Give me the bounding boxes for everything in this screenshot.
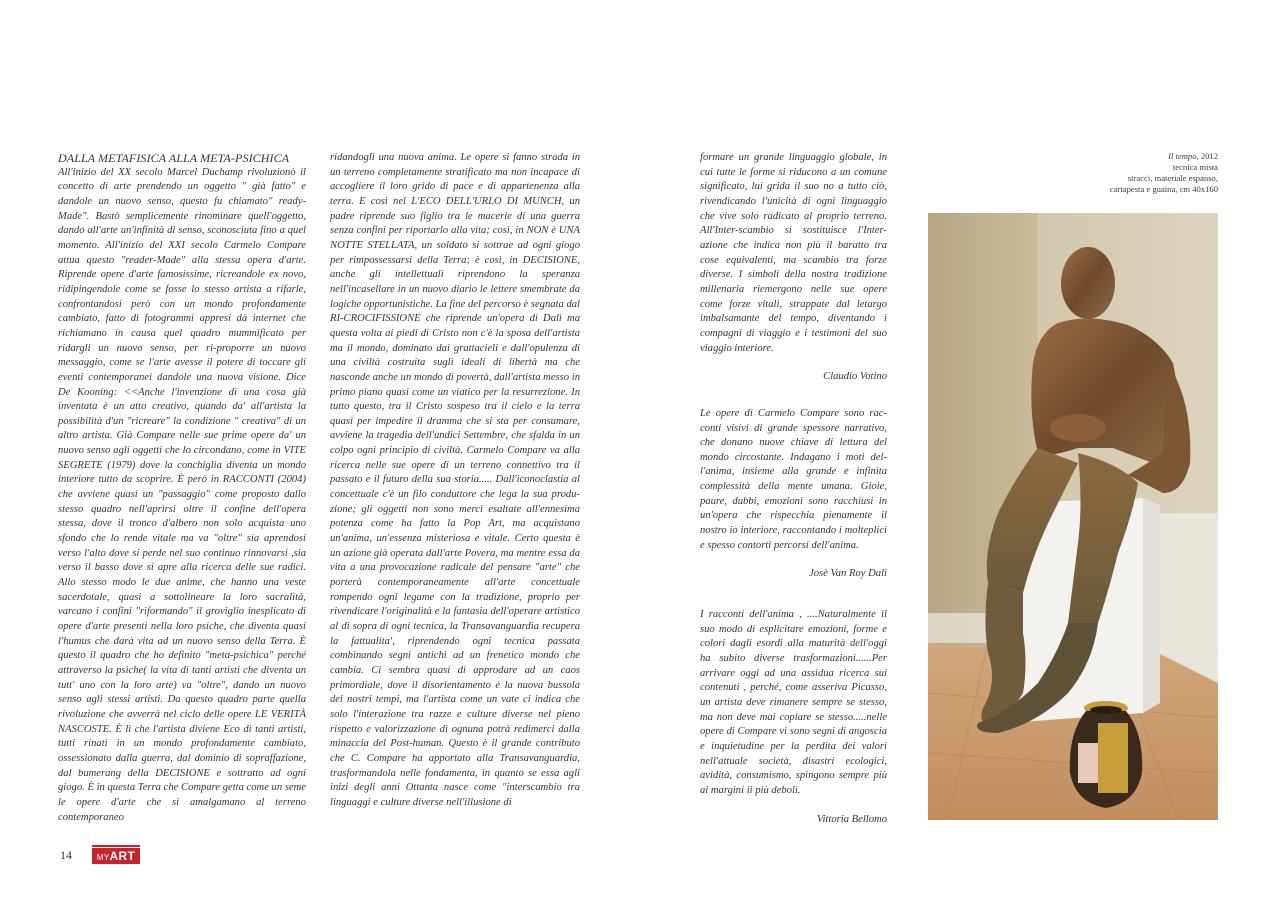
article-column-2: [330, 151, 580, 811]
artwork-title: Il tempo: [1168, 151, 1197, 161]
column-2-body: ridandogli una nuova anima. Le opere si fanno strada in un terreno completamente stratificato ma non incapace di accogliere il loro grido di pace e di appartenenza alla terra. E così nel L'ECO DELL'URLO DI MUNCH, un padre riprende suo figlio tra le macerie di una guerra senza confini per riportarlo alla vita; così, in NON è UNA NOTTE STELLATA, un soldato si sottrae ad ogni giogo per rimpossessarsi della Terra; è così, in DECISIONE, anche gli intellettuali riprendono la speranza nell'incasellare in un nuovo diario le lettere smembrate da logiche opportunistiche. La fine del percorso è segnata dal RI-CROCIFISSIONE che riprende un'opera di Dalì ma questa volta ai piedi di Cristo non c'è la sposa dell'artista ma il mondo, dominato dai grattacieli e dall'opulenza di una civiltà costruita sugli ideali di libertà ma che nasconde anche un mondo di povertà, dall'artista messo in primo piano quasi come un viatico per la resurrezione. In tutto questo, tra il Cristo sospeso tra il cielo e la terra quasi per impedire il dramma che si sta per consumare, avviene la tragedia dell'undici Settembre, che sfalda in un colpo ogni principio di civiltà. Carmelo Compare va alla ricerca nelle sue opere di un terreno connettivo tra il passato e il futuro della sua storia..... Dall'iconoclastia al concettuale c'è un filo conduttore che lega la sua produzione; gli oggetti non sono merci esaltate all'ennesima potenza come ha fatto la Pop Art, ma acquistano un'anima, un'essenza misteriosa e vitale. Certo questa è un azione già operata dall'arte Povera, ma mentre essa da vita a una provocazione radicale del pensare "arte" che porterà contemporaneamente all'arte concettuale rompendo ogni legame con la tradizione, proprio per rivendicare l'originalità e la fantasia dell'operare artistico al di sopra di ogni tecnica, la Transavanguardia recupera la fattualita', riprendendo ogni tecnica passata combinando segni antichi ad un frenetico mondo che cambia. Ci sembra quasi di approdare ad un caos primordiale, dove il disorientamento è la nuova bussola dei nostri tempi, ma l'artista come un vate ci indica che solo l'interazione tra razze e culture diverse nel pieno rispetto e valorizzazione di ognuna potrà redimerci dalla minaccia del Post-human. Questo è il grande contributo che C. Compare ha apportato alla Transavanguardia, trasformandola nelle fondamenta, in quanto se essa agli inizi degli anni Ottanta nasce come "interscambio tra linguaggi e culture diverse nell'illusione di: [330, 152, 580, 808]
artwork-technique: tecnica mista: [1172, 162, 1218, 172]
page-number: 14: [60, 848, 72, 862]
quote-votino-body: formare un grande linguaggio globale, in cui tutte le forme si riducono a un comune significato, lui grida il suo no a tutto ciò, rivendicando l'unicità di ogni linguaggio che vive solo radicato al proprio terreno. All'Inter-scambio si sostituisce l'Inter-azione che indica non più il baratto tra cose equivalenti, ma scambio tra forze diverse. I simboli della nostra tradizione millenaria riemergono nelle sue opere come forze vitali, strappate dal letargo imbalsamante del tempo, diventando i compagni di viaggio e i testimoni del suo viaggio interiore.: [700, 152, 887, 354]
artwork-year: , 2012: [1196, 151, 1218, 161]
quote-vanroy-author: Josè Van Roy Dali: [809, 568, 887, 580]
artwork-materials-1: stracci, materiale espanso,: [1127, 173, 1218, 183]
myart-logo: MYART: [92, 848, 140, 864]
section-heading: DALLA METAFISICA ALLA META-PSICHICA: [58, 151, 290, 165]
article-column-1: [58, 151, 306, 825]
quote-bellomo-body: I racconti dell'anima , ....Naturalmente il suo modo di esplicitare emozioni, forme e colori dagli esordi alla maturità dell'oggi ha subito diverse trasformazioni......Per arrivare oggi ad una assidua ricerca sui contenuti , perché, come asseriva Picasso, un artista deve rimanere sempre se stesso, ma non deve mai copiare se stesso.....nelle opere di Compare vi sono segni di angoscia e inquietudine per la perdita dei valori nell'attuale società, disastri ecologici, avidità, consumismo, spingono sempre più ai margini ii più deboli.: [700, 609, 887, 796]
artwork-caption: [1110, 151, 1218, 195]
artwork-photo: [928, 213, 1218, 820]
logo-strip: [92, 845, 140, 847]
article-column-3: [700, 151, 887, 827]
artwork-materials-2: cartapesta e guaina, cm 40x160: [1109, 184, 1218, 194]
quote-votino-author: Claudio Votino: [823, 371, 887, 383]
quote-bellomo-author: Vittoria Bellomo: [816, 813, 887, 825]
quote-vanroy-body: Le opere di Carmelo Compare sono racconti visivi di grande spessore narrativo, che donano nuove chiave di lettura del mondo circostante. Indagano i moti dell'anima, insieme alla grande e infinita complessità della mente umana. Gioie, paure, dubbi, emozioni sono racchiusi in un'opera che rispecchia pienamente il nostro io interiore, raccontando i molteplici e spesso contorti percorsi dell'anima.: [700, 407, 887, 551]
column-1-body: All'inizio del XX secolo Marcel Duchamp rivoluzionò il concetto di arte prendendo un oggetto " già fatto" e dandole un nuovo senso, questo fu chiamato" ready-Made". Bastò semplicemente rinominare quell'oggetto, dando all'arte un'infinità di senso, sconosciuta fino a quel momento. All'inizio del XXI secolo Carmelo Compare attua questo "reader-Made" alla stessa opera d'arte. Riprende opere d'arte famosissime, ricreandole ex novo, ridipingendole come se fosse lo stesso artista a rifarle, confrontandosi però con un mondo profondamente cambiato, fatto di fotogrammi appresi dà internet che richiamano in causa quel quadro mummificato per ridargli un nuovo senso, per ri-proporre un nuovo messaggio, come se l'arte avesse il potere di toccare gli eventi contemporanei dandole una nuova visione. Dice De Kooning: <<Anche l'invenzione di una cosa già inventata è un atto creativo, quando da' all'artista la possibilità d'un "ricreare" la condizione " creativa" di un altro artista. Già Compare nelle sue prime opere da' un nuovo senso agli oggetti che lo circondano, come in VITE SEGRETE (1979) dove la conchiglia diventa un mondo interiore tutto da scoprire. È però in RACCONTI (2004) che avviene quasi un "passaggio" come proposto dallo stesso quadro nell'aprirsi oltre il confine dell'opera stessa, dove il tronco d'albero non solo acquista uno sfondo che lo rende vitale ma va "oltre" sia aprendosi verso l'alto dove si perde nel suo continuo rinnovarsi ,sia verso il basso dove si apre alla ricerca delle sue radici. Allo stesso modo le due anime, che hanno una veste sacerdotale, quasi a sottolineare la loro sacralità, varcano i confini "riformando" il groviglio inesplicato di opere d'arte presenti nella loro psiche, che diventa quasi l'humus che darà vita ad un nuovo senso della Terra. È questo il quadro che ho definito "meta-psichica" perché attraverso la psiche( la vita di tanti artisti che diventa un tutt' uno con la loro arte) va "oltre", dando un nuovo senso agli stessi artisti. Da questo quadro parte quella rivoluzione che avverrà nel ciclo delle opere LE VERITÀ NASCOSTE. È lì che l'artista diviene Eco di tanti artisti, tutti rinati in un mondo profondamente cambiato, ossessionato dalla guerra, dal dominio di sopraffazione, dal bumerang della DECISIONE e sottratto ad ogni giogo. È in questa Terra che Compare getta come un seme le opere d'arte che si amalgamano al terreno contemporaneo: [58, 166, 306, 823]
